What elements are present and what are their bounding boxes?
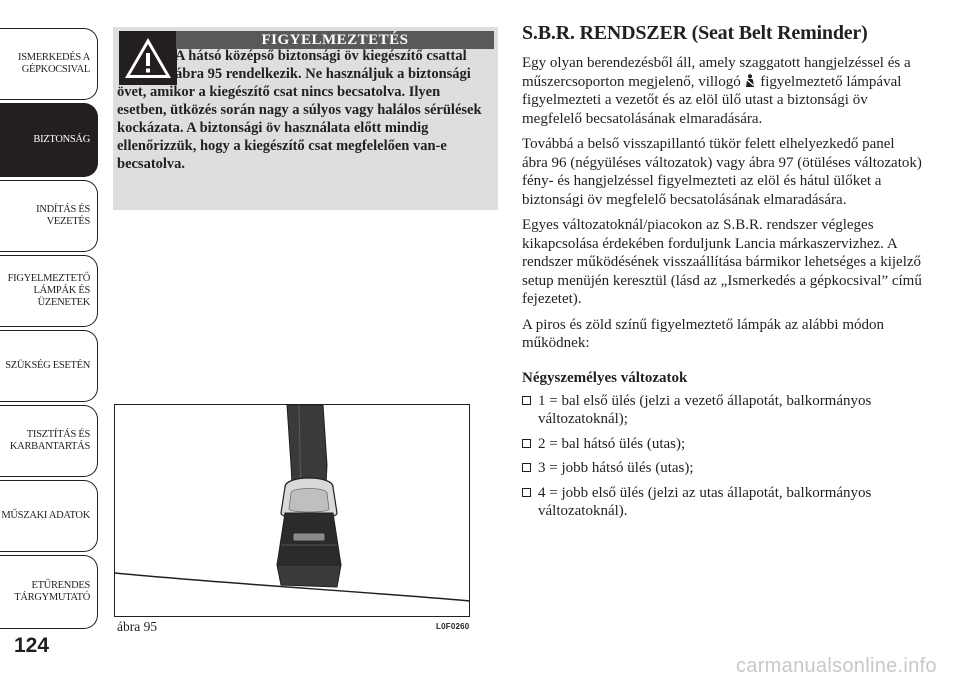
tab-szukseg[interactable] xyxy=(0,330,98,402)
list-item-text: 4 = jobb első ülés (jelzi az utas állapotát, balkormányos változatoknál). xyxy=(538,484,872,519)
checkbox-square-icon xyxy=(522,396,531,405)
seat-belt-buckle-illustration xyxy=(115,405,470,617)
checkbox-square-icon xyxy=(522,463,531,472)
tab-label: INDÍTÁS ÉS VEZETÉS xyxy=(36,204,90,227)
list-item xyxy=(522,459,922,478)
paragraph-1-end: figyelmeztető lámpával figyelmezteti a vezetőt és az elöl ülő utast a biztonsági öv megfelelő becsatolásának elmaradására. xyxy=(522,73,902,127)
figure-code: L0F0260 xyxy=(436,622,470,631)
tab-label: SZÜKSÉG ESETÉN xyxy=(5,360,90,371)
tab-figyelmezteto[interactable] xyxy=(0,255,98,327)
warning-text-block xyxy=(117,47,493,173)
chapter-tabs xyxy=(0,0,102,686)
tab-inditas[interactable] xyxy=(0,180,98,252)
checkbox-square-icon xyxy=(522,488,531,497)
paragraph-1-start: Egy olyan berendezésből áll, amely szaggatott hangjelzéssel és a műszercsoporton megjelenő, villogó xyxy=(522,55,911,90)
list-item xyxy=(522,484,922,521)
tab-muszaki[interactable] xyxy=(0,480,98,552)
list-item-text: 1 = bal első ülés (jelzi a vezető állapotát, balkormányos változatoknál); xyxy=(538,392,872,427)
list-item xyxy=(522,435,922,454)
seat-belt-warning-icon xyxy=(744,74,756,88)
warning-text: A hátsó középső biztonsági öv kiegészítő csattal ábra 95 rendelkezik. Ne használjuk a biztonsági övet, amikor a kiegészítő csat nincs becsatolva. Ilyen esetben, ütközés során nagy a súlyos vagy halálos sérülések kockázata. A biztonsági öv használata előtt mindig ellenőrizzük, hogy a kiegészítő csat megfelelően van-e becsatolva. xyxy=(117,48,482,172)
tab-label: ISMERKEDÉS A GÉPKOCSIVAL xyxy=(18,52,90,75)
tab-label: MŰSZAKI ADATOK xyxy=(1,510,90,521)
subheading: Négyszemélyes változatok xyxy=(522,369,688,386)
list-item xyxy=(522,392,922,429)
checkbox-square-icon xyxy=(522,439,531,448)
watermark: carmanualsonline.info xyxy=(736,655,937,677)
list-item-text: 3 = jobb hátsó ülés (utas); xyxy=(538,460,694,476)
tab-label: FIGYELMEZTETŐ LÁMPÁK ÉS ÜZENETEK xyxy=(7,273,90,308)
section-title: S.B.R. RENDSZER (Seat Belt Reminder) xyxy=(522,22,868,44)
tab-targymutato[interactable] xyxy=(0,555,98,629)
figure-95 xyxy=(114,404,470,617)
tab-ismerkedes[interactable] xyxy=(0,28,98,100)
tab-tisztitas[interactable] xyxy=(0,405,98,477)
paragraph-2: Továbbá a belső visszapillantó tükör felett elhelyezkedő panel ábra 96 (négyüléses változatok) vagy ábra 97 (ötüléses változatok) fény- és hangjelzéssel figyelmezteti az elöl és hátul ülőket a biztonsági öv megfelelő becsatolásának elmaradására. xyxy=(522,136,922,208)
paragraph-3: Egyes változatoknál/piacokon az S.B.R. rendszer végleges kikapcsolása érdekében forduljunk Lancia márkaszervizhez. A rendszer működésének visszaállítása bármikor lehetséges a kijelző setup menüjén keresztül (lásd az „Ismerkedés a gépkocsival” című fejezetet). xyxy=(522,217,922,307)
tab-biztonsag[interactable] xyxy=(0,103,98,177)
tab-label: BIZTONSÁG xyxy=(33,134,90,145)
figure-caption: ábra 95 xyxy=(117,619,158,634)
tab-label: ETŰRENDES TÁRGYMUTATÓ xyxy=(14,580,90,603)
warning-title: FIGYELMEZTETÉS xyxy=(176,31,494,49)
main-content xyxy=(522,20,922,527)
page-number: 124 xyxy=(14,634,50,657)
paragraph-1 xyxy=(522,54,922,128)
tab-label: TISZTÍTÁS ÉS KARBANTARTÁS xyxy=(9,429,90,452)
paragraph-4: A piros és zöld színű figyelmeztető lámpák az alábbi módon működnek: xyxy=(522,316,884,351)
warning-box xyxy=(113,27,498,210)
seat-list xyxy=(522,392,922,521)
list-item-text: 2 = bal hátsó ülés (utas); xyxy=(538,435,686,452)
